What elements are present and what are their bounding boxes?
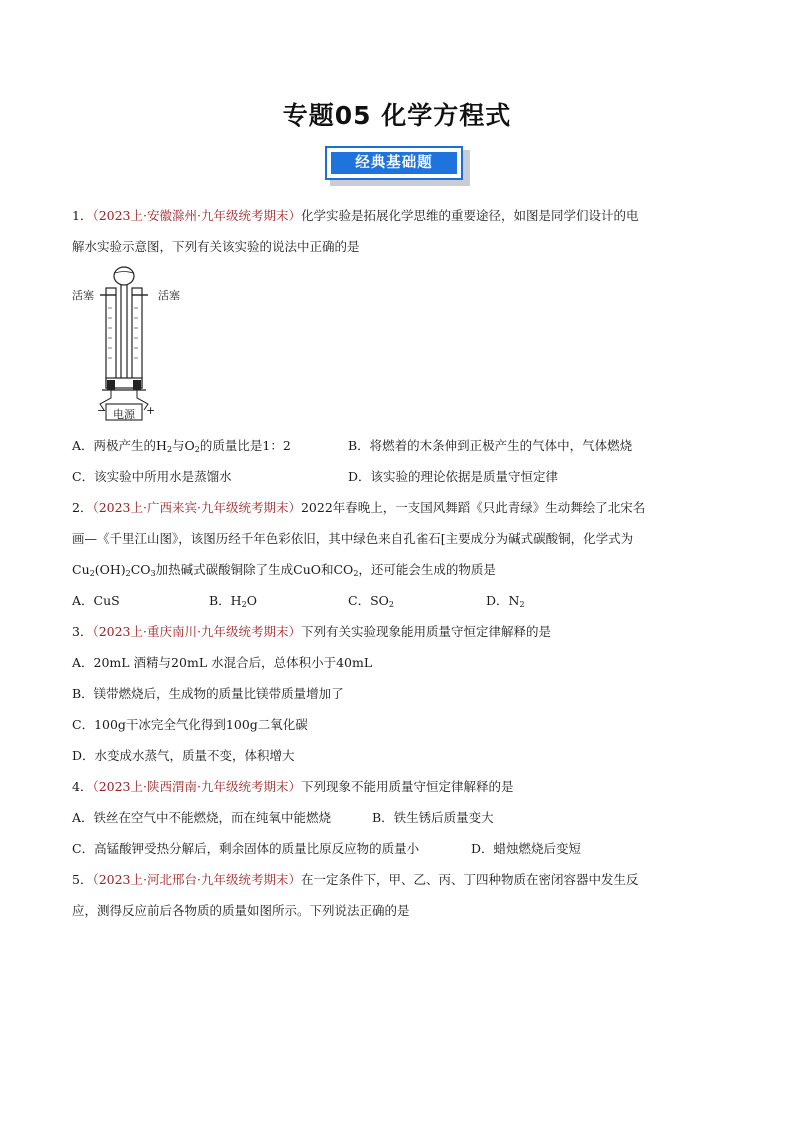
q4-stem [72,777,513,795]
q4-option-a[interactable]: A．铁丝在空气中不能燃烧，而在纯氧中能燃烧 [72,810,332,825]
q3-source: （2023上·重庆南川·九年级统考期末） [92,624,301,639]
right-stopcock-label: 活塞 [158,289,180,302]
q4-option-b[interactable]: B．铁生锈后质量变大 [372,810,494,825]
q2-stem-a: 2022年春晚上，一支国风舞蹈《只此青绿》生动舞绘了北宋名 [300,500,646,515]
q4-source: （2023上·陕西渭南·九年级统考期末） [92,779,301,794]
negative-terminal: − [97,404,107,417]
q1-option-a[interactable]: A．两极产生的$H_2$与$O_2$的质量比是1：2 [72,438,291,454]
page-title: 专题05 化学方程式 [282,101,512,130]
q1-option-d[interactable]: D．该实验的理论依据是质量守恒定律 [348,469,559,484]
q3-stem [72,622,551,640]
q3-number: 3． [72,624,93,639]
q2-number: 2． [72,500,93,515]
q5-stem-line2: 应，测得反应前后各物质的质量如图所示。下列说法正确的是 [72,903,410,918]
q3-stem-text: 下列有关实验现象能用质量守恒定律解释的是 [300,624,551,639]
q1-stem-line1 [72,206,638,224]
q1-number: 1． [72,208,93,223]
badge-label: 经典基础题 [331,152,457,174]
q1-stem-a: 化学实验是拓展化学思维的重要途径，如图是同学们设计的电 [300,208,639,223]
q4-option-c[interactable]: C．高锰酸钾受热分解后，剩余固体的质量比原反应物的质量小 [72,841,420,856]
q4-option-d[interactable]: D．蜡烛燃烧后变短 [471,841,582,856]
q1-option-c[interactable]: C．该实验中所用水是蒸馏水 [72,469,232,484]
left-stopcock-label: 活塞 [72,289,94,302]
q2-option-c[interactable]: C．$SO_2$ [348,593,394,609]
positive-terminal: + [146,404,156,417]
q4-number: 4． [72,779,93,794]
q5-source: （2023上·河北邢台·九年级统考期末） [92,872,301,887]
q1-stem-line2: 解水实验示意图，下列有关该实验的说法中正确的是 [72,239,360,254]
q3-option-a[interactable]: A．20mL 酒精与20mL 水混合后，总体积小于40mL [72,655,373,670]
q4-stem-text: 下列现象不能用质量守恒定律解释的是 [300,779,514,794]
electrolysis-diagram [70,258,195,426]
q1-source: （2023上·安徽滁州·九年级统考期末） [92,208,301,223]
q2-option-a[interactable]: A．CuS [72,593,120,608]
q2-stem-line1 [72,498,645,516]
q2-source: （2023上·广西来宾·九年级统考期末） [92,500,301,515]
section-badge [322,144,472,190]
q2-stem-line3: $Cu_2(OH)_2CO_3$加热碱式碳酸铜除了生成CuO和$CO_2$，还可能会生成的物质是 [72,562,496,578]
q2-option-d[interactable]: D．$N_2$ [486,593,525,609]
q5-stem-a: 在一定条件下，甲、乙、丙、丁四种物质在密闭容器中发生反 [300,872,639,887]
q5-stem-line1 [72,870,638,888]
q1-option-b[interactable]: B．将燃着的木条伸到正极产生的气体中，气体燃烧 [348,438,633,453]
q3-option-b[interactable]: B．镁带燃烧后，生成物的质量比镁带质量增加了 [72,686,344,701]
badge-frame [325,146,463,180]
power-supply-label: 电源 [113,408,135,421]
electrolysis-apparatus-figure [70,258,195,426]
q2-stem-line2: 画—《千里江山图》，该图历经千年色彩依旧，其中绿色来自孔雀石[主要成分为碱式碳酸铜，化学式为 [72,531,634,546]
q5-number: 5． [72,872,93,887]
q2-option-b[interactable]: B．$H_2O$ [209,593,257,609]
q3-option-c[interactable]: C．100g干冰完全气化得到100g二氧化碳 [72,717,308,732]
q3-option-d[interactable]: D．水变成水蒸气，质量不变，体积增大 [72,748,295,763]
